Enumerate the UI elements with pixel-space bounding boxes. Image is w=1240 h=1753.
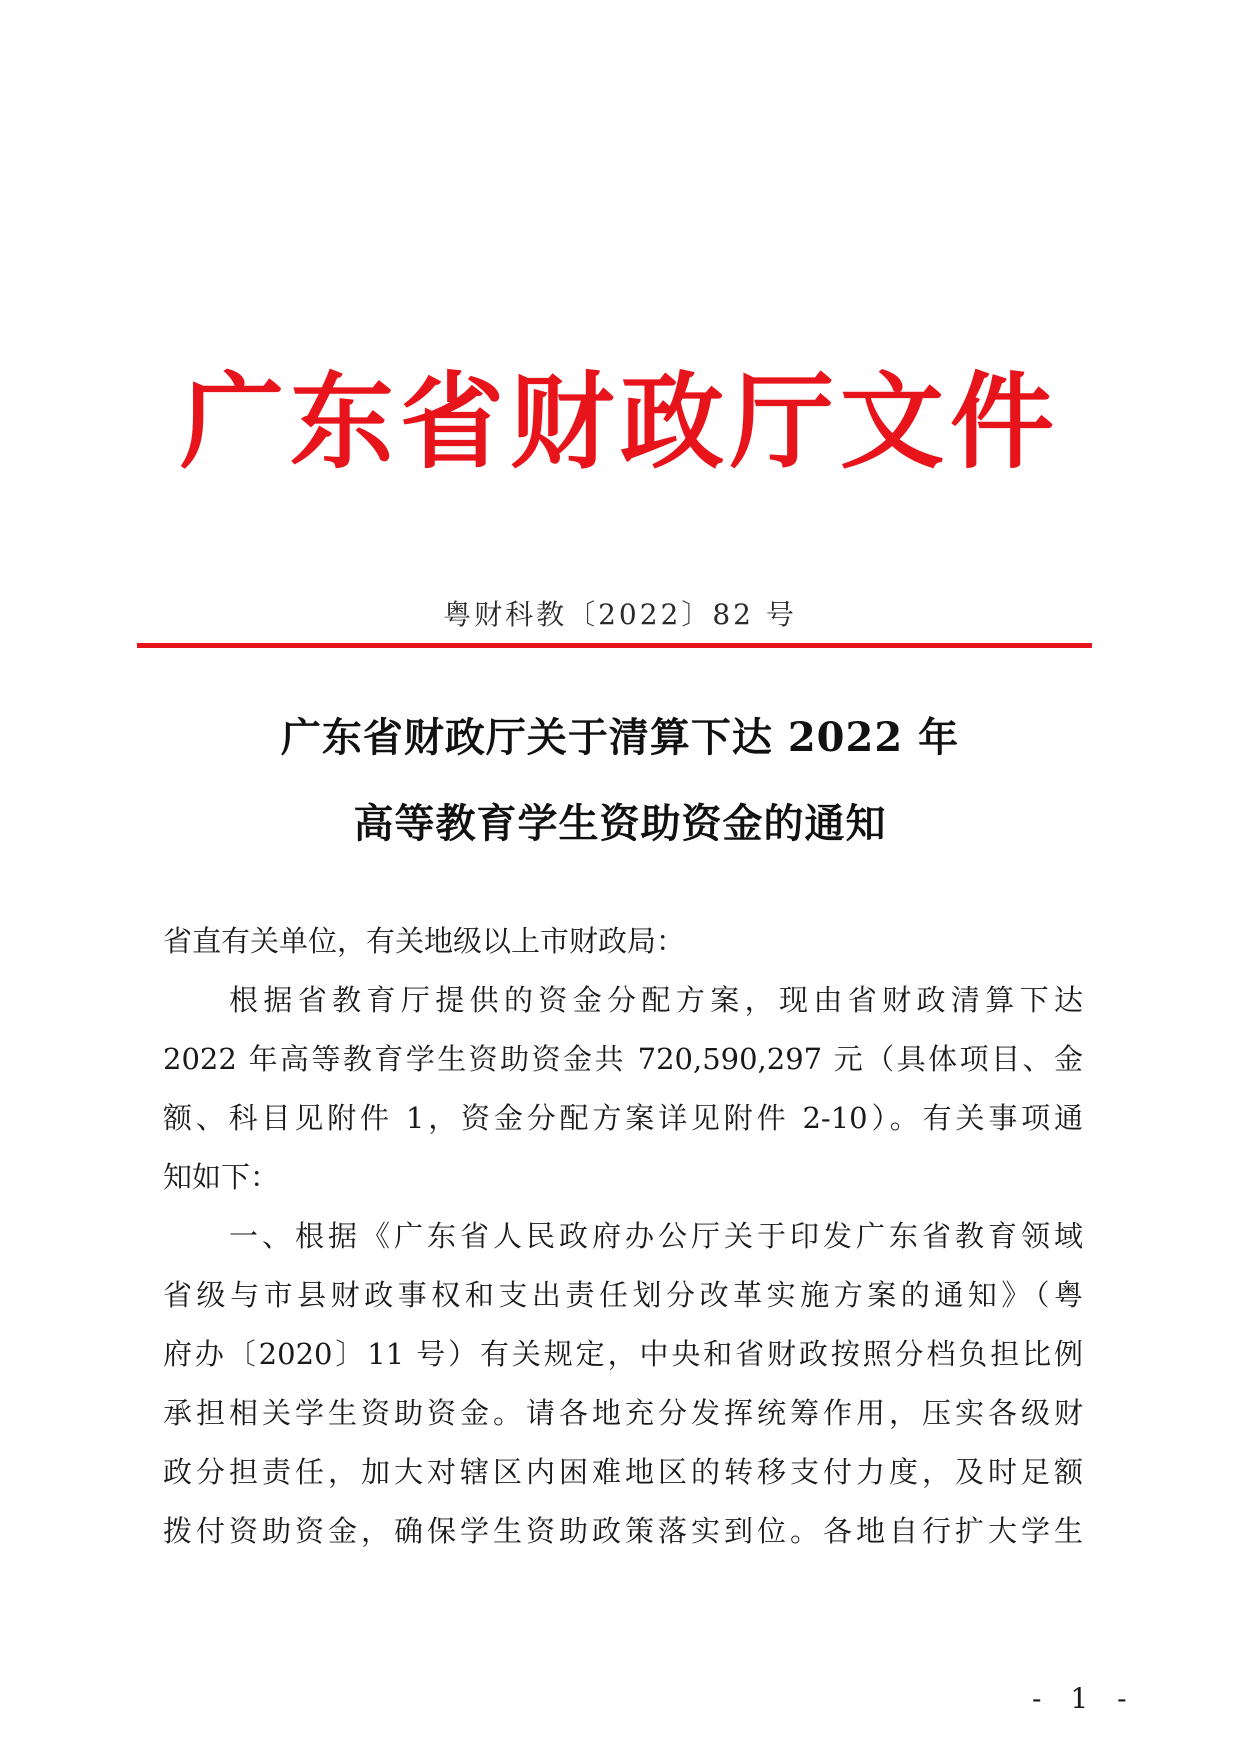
page-number: - 1 - <box>1032 1682 1137 1715</box>
body-line: 一、根据《广东省人民政府办公厅关于印发广东省教育领域 <box>229 1219 1083 1253</box>
document-title-line-1: 广东省财政厅关于清算下达 2022 年 <box>280 714 960 761</box>
body-line: 府办〔2020〕11 号）有关规定，中央和省财政按照分档负担比例 <box>163 1337 1083 1371</box>
body-line: 省级与市县财政事权和支出责任划分改革实施方案的通知》（粤 <box>163 1278 1083 1312</box>
red-divider-line <box>137 643 1092 648</box>
issuer-masthead: 广东省财政厅文件 <box>179 361 1060 483</box>
body-line: 拨付资助资金，确保学生资助政策落实到位。各地自行扩大学生 <box>163 1514 1083 1548</box>
body-line: 政分担责任，加大对辖区内困难地区的转移支付力度，及时足额 <box>163 1455 1083 1489</box>
body-line: 承担相关学生资助资金。请各地充分发挥统筹作用，压实各级财 <box>163 1396 1083 1430</box>
body-line: 2022 年高等教育学生资助资金共 720,590,297 元（具体项目、金 <box>163 1042 1083 1076</box>
document-number: 粤财科教〔2022〕82 号 <box>443 598 797 631</box>
salutation: 省直有关单位，有关地级以上市财政局： <box>163 924 686 958</box>
body-line: 额、科目见附件 1，资金分配方案详见附件 2-10）。有关事项通 <box>163 1101 1083 1135</box>
document-title-line-2: 高等教育学生资助资金的通知 <box>353 800 887 847</box>
body-line: 知如下： <box>163 1160 280 1194</box>
body-line: 根据省教育厅提供的资金分配方案，现由省财政清算下达 <box>229 983 1083 1017</box>
